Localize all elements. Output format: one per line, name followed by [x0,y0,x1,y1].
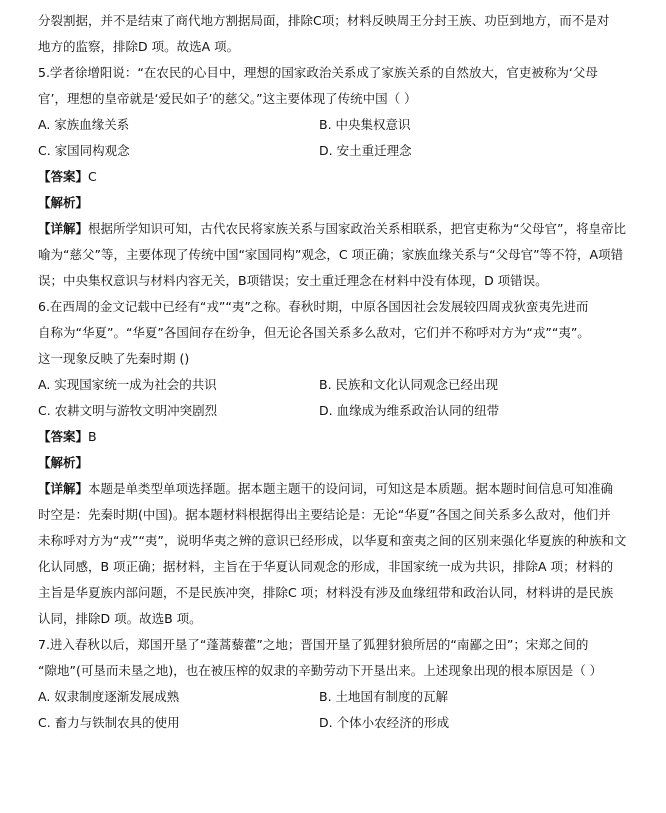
document-page [38,8,638,736]
q6-options-row-2 [38,398,638,424]
q5-option-a: A. 家族血缘关系 [38,117,130,132]
q5-detail-line-1 [38,216,638,242]
q6-analysis-tag: 【解析】 [38,455,89,470]
q5-options-row-2 [38,138,638,164]
q5-detail-text-1: 根据所学知识可知，古代农民将家族关系与国家政治关系相联系，把官吏称为“父母官”，将皇帝比 [88,221,626,236]
q6-stem-line-1: 6.在西周的金文记载中已经有“戎”“夷”之称。春秋时期，中原各国因社会发展较四周戎狄蛮夷先进而 [38,299,589,314]
q6-detail-line-4: 化认同感，B 项正确；据材料，主旨在于华夏认同观念的形成，非国家统一成为共识，排除A 项；材料的 [38,559,614,574]
q7-options-row-1 [38,684,638,710]
q5-stem-line-2: 官’，理想的皇帝就是‘爱民如子’的慈父。”这主要体现了传统中国（ ） [38,91,417,106]
q7-stem-line-2: “隙地”(可垦而未垦之地)，也在被压榨的奴隶的辛勤劳动下开垦出来。上述现象出现的根本原因是（ ） [38,663,603,678]
q6-detail-line-3: 未称呼对方为“戎”“夷”，说明华夷之辨的意识已经形成，以华夏和蛮夷之间的区别来强化华夏族的种族和文 [38,533,627,548]
q5-option-b: B. 中央集权意识 [319,117,411,132]
q6-option-b: B. 民族和文化认同观念已经出现 [319,377,499,392]
q6-analysis [38,450,638,476]
q5-analysis-tag: 【解析】 [38,195,89,210]
q5-stem-line-1: 5.学者徐增阳说：“在农民的心目中，理想的国家政治关系成了家族关系的自然放大，官吏被称为‘父母 [38,65,598,80]
q7-options-row-2 [38,710,638,736]
q5-option-c: C. 家国同构观念 [38,143,130,158]
q6-detail-tag: 【详解】 [38,481,89,496]
q5-detail-tag: 【详解】 [38,221,89,236]
q7-option-b: B. 土地国有制度的瓦解 [319,689,449,704]
q6-stem-line-3: 这一现象反映了先秦时期 () [38,351,190,366]
q5-answer-value: C [88,169,97,184]
q7-stem-line-1: 7.进入春秋以后，郑国开垦了“蓬蒿藜藿”之地；晋国开垦了狐狸豺狼所居的“南鄙之田”；宋郑之间的 [38,637,589,652]
q6-detail-line-5: 主旨是华夏族内部问题，不是民族冲突，排除C 项；材料没有涉及血缘纽带和政治认同，材料讲的是民族 [38,585,614,600]
q6-answer-tag: 【答案】 [38,429,89,444]
q6-detail-text-1: 本题是单类型单项选择题。据本题主题干的设问词，可知这是本质题。据本题时间信息可知准确 [88,481,614,496]
q7-option-c: C. 畜力与铁制农具的使用 [38,715,180,730]
intro-line-2: 地方的监察，排除D 项。故选A 项。 [38,39,240,54]
q6-detail-line-2: 时空是：先秦时期(中国)。据本题材料根据得出主要结论是：无论“华夏”各国之间关系多么敌对，他们并 [38,507,611,522]
q5-options-row-1 [38,112,638,138]
q5-analysis [38,190,638,216]
q6-answer-value: B [88,429,97,444]
q6-option-c: C. 农耕文明与游牧文明冲突剧烈 [38,403,218,418]
q7-option-a: A. 奴隶制度逐渐发展成熟 [38,689,180,704]
q6-answer [38,424,638,450]
q7-option-d: D. 个体小农经济的形成 [319,715,450,730]
q6-option-a: A. 实现国家统一成为社会的共识 [38,377,217,392]
q5-detail-line-3: 误；中央集权意识与材料内容无关，B项错误；安土重迁理念在材料中没有体现，D 项错误。 [38,273,548,288]
q6-option-d: D. 血缘成为维系政治认同的纽带 [319,403,500,418]
q5-detail-line-2: 喻为“慈父”等，主要体现了传统中国“家国同构”观念，C 项正确；家族血缘关系与“父母官”等不符，A项错 [38,247,624,262]
q6-detail-line-1 [38,476,638,502]
q5-option-d: D. 安土重迁理念 [319,143,412,158]
intro-line-1: 分裂割据，并不是结束了商代地方割据局面，排除C项；材料反映周王分封王族、功臣到地方，而不是对 [38,13,610,28]
q5-answer [38,164,638,190]
q6-detail-line-6: 认同，排除D 项。故选B 项。 [38,611,202,626]
q6-options-row-1 [38,372,638,398]
q5-answer-tag: 【答案】 [38,169,89,184]
q6-stem-line-2: 自称为“华夏”。“华夏”各国间存在纷争，但无论各国关系多么敌对，它们并不称呼对方为“戎”“夷”。 [38,325,590,340]
